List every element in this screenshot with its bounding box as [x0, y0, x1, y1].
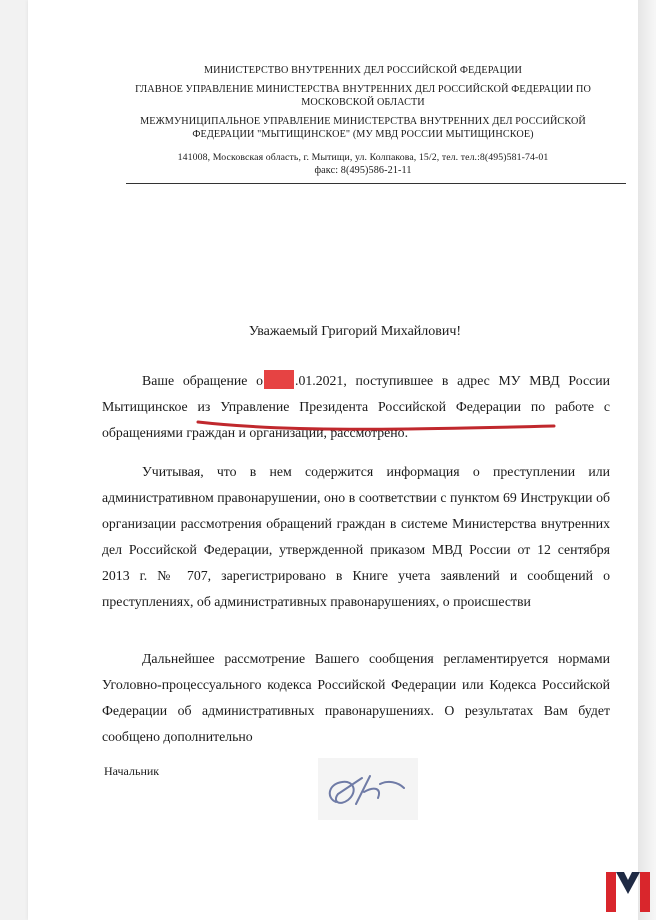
- ministry-name: МИНИСТЕРСТВО ВНУТРЕННИХ ДЕЛ РОССИЙСКОЙ ФЕДЕРАЦИИ: [203, 65, 523, 76]
- main-directorate-line-1: ГЛАВНОЕ УПРАВЛЕНИЕ МИНИСТЕРСТВА ВНУТРЕННИХ ДЕЛ РОССИЙСКОЙ ФЕДЕРАЦИИ ПО: [135, 84, 591, 95]
- paragraph-2-text: Учитывая, что в нем содержится информация о преступлении или административном правонарушении, оно в соответствии с пунктом 69 Инструкции об организации рассмотрения обращений граждан в системе Министерства внутренних дел Российской Федерации, утвержденной приказом МВД России от 12 сентября 2013 г. № 707, зарегистрировано в Книге учета заявлений и сообщений о преступлениях, об административных правонарушениях, о происшестви: [102, 464, 610, 609]
- paragraph-3: [102, 646, 610, 750]
- fax: факс: 8(495)586-21-11: [314, 165, 412, 176]
- letterhead: [98, 64, 628, 177]
- paragraph-3-text: Дальнейшее рассмотрение Вашего сообщения регламентируется нормами Уголовно-процессуального кодекса Российской Федерации или Кодекса Российской Федерации об административных правонарушениях. О результатах Вам будет сообщено дополнительно: [102, 651, 610, 744]
- page-edge-shadow: [638, 0, 656, 920]
- red-underline-mark: [196, 410, 556, 434]
- paragraph-1: [102, 368, 610, 446]
- m-logo-icon: [604, 870, 652, 914]
- blank-area: [96, 205, 656, 305]
- header-divider: [126, 183, 626, 184]
- paragraph-1-rest: .01.2021, поступившее в адрес МУ МВД России Мытищинское из Управление Президента Российской Федерации по работе с обращениями граждан и организаций, рассмотрено.: [102, 373, 610, 440]
- signature-icon: [318, 758, 418, 820]
- salutation: Уважаемый Григорий Михайлович!: [248, 324, 462, 339]
- address-phone: 141008, Московская область, г. Мытищи, ул. Колпакова, 15/2, тел. тел.:8(495)581-74-01: [177, 152, 549, 163]
- municipal-directorate-line-1: МЕЖМУНИЦИПАЛЬНОЕ УПРАВЛЕНИЕ МИНИСТЕРСТВА ВНУТРЕННИХ ДЕЛ РОССИЙСКОЙ: [140, 116, 586, 127]
- signer-title: Начальник: [104, 764, 160, 778]
- paragraph-1-start: Ваше обращение о: [142, 373, 264, 388]
- paragraph-2: [102, 459, 610, 615]
- main-directorate-line-2: МОСКОВСКОЙ ОБЛАСТИ: [301, 97, 425, 108]
- municipal-directorate-line-2: ФЕДЕРАЦИИ "МЫТИЩИНСКОЕ" (МУ МВД РОССИИ МЫТИЩИНСКОЕ): [192, 129, 534, 140]
- redaction-block: [264, 370, 294, 389]
